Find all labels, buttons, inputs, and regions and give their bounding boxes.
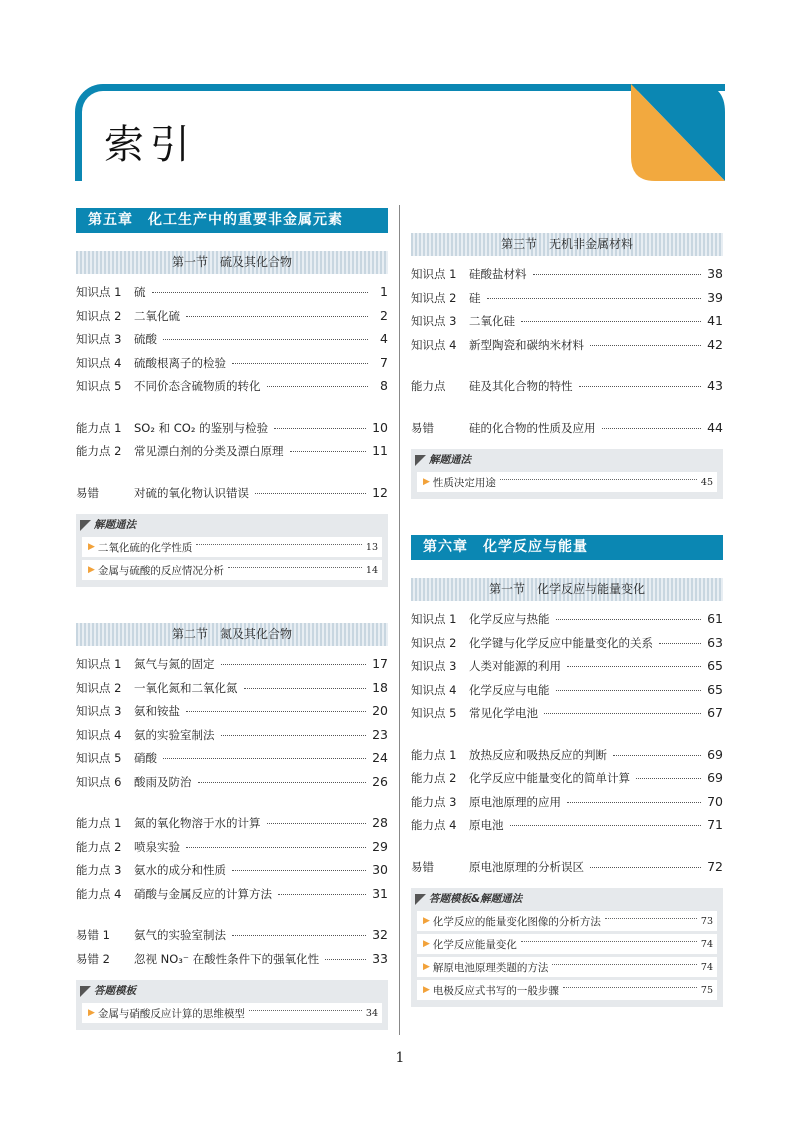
entry-label: 能力点 4 bbox=[411, 818, 457, 832]
entry-label: 知识点 4 bbox=[411, 682, 457, 697]
entry-title: 新型陶瓷和碳纳米材料 bbox=[469, 337, 584, 352]
entry-page: 30 bbox=[372, 862, 388, 877]
entry-title: 化学反应与热能 bbox=[469, 612, 550, 626]
method-title: 答题模板&解题通法 bbox=[429, 893, 523, 905]
entry-page: 20 bbox=[372, 703, 388, 718]
method-box bbox=[411, 888, 723, 1007]
entry-page: 17 bbox=[372, 656, 388, 671]
entry-title: 原电池原理的分析误区 bbox=[469, 859, 584, 874]
entry-label: 知识点 2 bbox=[76, 308, 122, 323]
entry-title: 二氧化硅 bbox=[469, 314, 515, 328]
chapter-header: 第六章 化学反应与能量 bbox=[411, 535, 723, 560]
dot-leader bbox=[196, 544, 361, 545]
entry-title: 常见化学电池 bbox=[469, 706, 538, 720]
dot-leader bbox=[521, 941, 697, 942]
index-entry[interactable] bbox=[411, 337, 723, 361]
method-item-title: 性质决定用途 bbox=[432, 476, 496, 489]
entry-title: 氮气与氮的固定 bbox=[134, 657, 215, 671]
triangle-arrow-icon: ▶ bbox=[88, 542, 95, 552]
entry-title: 氨气的实验室制法 bbox=[134, 928, 226, 942]
entry-page: 28 bbox=[372, 815, 388, 830]
dot-leader bbox=[249, 1010, 362, 1011]
entry-label: 知识点 2 bbox=[411, 635, 457, 650]
entry-title: 二氧化硫 bbox=[134, 308, 180, 323]
entry-page: 65 bbox=[707, 658, 723, 673]
section-header: 第一节 化学反应与能量变化 bbox=[411, 578, 723, 601]
entry-page: 44 bbox=[707, 419, 723, 435]
index-entry[interactable] bbox=[411, 682, 723, 706]
dot-leader bbox=[267, 823, 367, 824]
corner-triangle-icon bbox=[80, 520, 91, 531]
index-entry[interactable] bbox=[411, 313, 723, 337]
method-box bbox=[76, 980, 388, 1030]
dot-leader bbox=[186, 711, 366, 712]
entry-label: 知识点 3 bbox=[411, 314, 457, 328]
entry-page: 61 bbox=[707, 611, 723, 626]
dot-leader bbox=[232, 935, 366, 936]
entry-page: 42 bbox=[707, 336, 723, 352]
entry-label: 知识点 3 bbox=[76, 704, 122, 718]
method-item-page: 75 bbox=[700, 984, 713, 996]
entry-label: 能力点 2 bbox=[411, 771, 457, 785]
index-entry[interactable] bbox=[76, 862, 388, 886]
entry-title: 酸雨及防治 bbox=[134, 774, 192, 789]
entry-label: 易错 bbox=[411, 420, 434, 435]
entry-page: 31 bbox=[372, 885, 388, 901]
method-item-page: 45 bbox=[700, 476, 713, 488]
index-entry[interactable] bbox=[411, 859, 723, 883]
method-item-title: 解原电池原理类题的方法 bbox=[432, 961, 549, 974]
dot-leader bbox=[221, 735, 367, 736]
dot-leader bbox=[613, 755, 701, 756]
entry-title: 忽视 NO₃⁻ 在酸性条件下的强氧化性 bbox=[134, 951, 320, 966]
dot-leader bbox=[510, 825, 702, 826]
dot-leader bbox=[152, 292, 369, 293]
dot-leader bbox=[198, 782, 367, 783]
dot-leader bbox=[556, 619, 702, 620]
index-entry[interactable] bbox=[411, 817, 723, 841]
index-entry[interactable] bbox=[411, 611, 723, 635]
entry-page: 69 bbox=[707, 746, 723, 762]
method-item[interactable] bbox=[82, 537, 382, 557]
dot-leader bbox=[500, 479, 697, 480]
entry-label: 知识点 3 bbox=[76, 332, 122, 346]
index-entry[interactable] bbox=[411, 747, 723, 771]
entry-title: 原电池原理的应用 bbox=[469, 794, 561, 809]
index-entry[interactable] bbox=[76, 727, 388, 751]
entry-label: 能力点 bbox=[411, 379, 446, 393]
section-header: 第二节 氮及其化合物 bbox=[76, 623, 388, 646]
entry-title: 化学反应中能量变化的简单计算 bbox=[469, 771, 630, 785]
entry-label: 易错 bbox=[76, 485, 99, 500]
triangle-arrow-icon: ▶ bbox=[423, 477, 430, 487]
section-header: 第三节 无机非金属材料 bbox=[411, 233, 723, 256]
entry-page: 72 bbox=[707, 858, 723, 874]
entry-title: 一氧化氮和二氧化氮 bbox=[134, 680, 238, 695]
dot-leader bbox=[163, 758, 366, 759]
entry-page: 71 bbox=[707, 817, 723, 832]
index-entry[interactable] bbox=[76, 815, 388, 839]
dot-leader bbox=[278, 894, 366, 895]
section-header: 第一节 硫及其化合物 bbox=[76, 251, 388, 274]
index-entry[interactable] bbox=[76, 420, 388, 444]
entry-page: 70 bbox=[707, 793, 723, 809]
index-entry[interactable] bbox=[76, 680, 388, 704]
index-entry[interactable] bbox=[76, 378, 388, 402]
dot-leader bbox=[563, 987, 697, 988]
method-item-title: 电极反应式书写的一般步骤 bbox=[432, 984, 559, 997]
entry-label: 知识点 6 bbox=[76, 774, 122, 789]
triangle-arrow-icon: ▶ bbox=[423, 962, 430, 972]
entry-label: 知识点 1 bbox=[76, 657, 122, 671]
dot-leader bbox=[274, 428, 366, 429]
index-entry[interactable] bbox=[76, 703, 388, 727]
index-entry[interactable] bbox=[411, 420, 723, 444]
corner-triangle-icon bbox=[415, 455, 426, 466]
index-entry[interactable] bbox=[411, 658, 723, 682]
entry-label: 知识点 1 bbox=[411, 267, 457, 281]
entry-title: 常见漂白剂的分类及漂白原理 bbox=[134, 444, 284, 458]
entry-label: 知识点 4 bbox=[76, 355, 122, 370]
entry-title: 氮的氧化物溶于水的计算 bbox=[134, 816, 261, 830]
index-entry[interactable] bbox=[76, 308, 388, 332]
dot-leader bbox=[244, 688, 367, 689]
dot-leader bbox=[636, 778, 701, 779]
dot-leader bbox=[186, 316, 368, 317]
right-column bbox=[411, 213, 723, 1007]
entry-title: 人类对能源的利用 bbox=[469, 659, 561, 673]
entry-label: 能力点 2 bbox=[76, 839, 122, 854]
entry-page: 12 bbox=[372, 484, 388, 500]
entry-label: 易错 bbox=[411, 859, 434, 874]
dot-leader bbox=[544, 713, 701, 714]
entry-page: 4 bbox=[380, 331, 388, 346]
entry-page: 18 bbox=[372, 679, 388, 695]
dot-leader bbox=[605, 918, 697, 919]
entry-title: 放热反应和吸热反应的判断 bbox=[469, 747, 607, 762]
dot-leader bbox=[552, 964, 696, 965]
method-box bbox=[76, 514, 388, 587]
dot-leader bbox=[232, 870, 366, 871]
left-column bbox=[76, 208, 388, 1030]
entry-label: 能力点 3 bbox=[76, 863, 122, 877]
entry-title: 化学键与化学反应中能量变化的关系 bbox=[469, 635, 653, 650]
dot-leader bbox=[255, 493, 366, 494]
method-heading bbox=[76, 516, 388, 534]
entry-page: 41 bbox=[707, 313, 723, 328]
entry-label: 能力点 1 bbox=[411, 747, 457, 762]
entry-title: 硅 bbox=[469, 290, 481, 305]
method-item-title: 化学反应能量变化 bbox=[432, 938, 517, 951]
index-entry[interactable] bbox=[76, 951, 388, 975]
entry-label: 易错 2 bbox=[76, 951, 110, 966]
method-item[interactable] bbox=[82, 1003, 382, 1023]
index-entry[interactable] bbox=[76, 927, 388, 951]
index-entry[interactable] bbox=[76, 750, 388, 774]
entry-title: 硝酸 bbox=[134, 751, 157, 765]
entry-title: 氨水的成分和性质 bbox=[134, 863, 226, 877]
method-title: 解题通法 bbox=[429, 454, 471, 466]
entry-page: 63 bbox=[707, 634, 723, 650]
corner-triangle-icon bbox=[80, 986, 91, 997]
dot-leader bbox=[221, 664, 367, 665]
chapter-header: 第五章 化工生产中的重要非金属元素 bbox=[76, 208, 388, 233]
method-item[interactable] bbox=[417, 934, 717, 954]
index-entry[interactable] bbox=[411, 705, 723, 729]
entry-title: 硫酸 bbox=[134, 332, 157, 346]
method-item[interactable] bbox=[417, 472, 717, 492]
entry-title: 硝酸与金属反应的计算方法 bbox=[134, 886, 272, 901]
entry-page: 1 bbox=[380, 284, 388, 299]
corner-triangle-icon bbox=[415, 894, 426, 905]
entry-title: 喷泉实验 bbox=[134, 839, 180, 854]
entry-title: 氨的实验室制法 bbox=[134, 727, 215, 742]
entry-title: 硅及其化合物的特性 bbox=[469, 379, 573, 393]
entry-label: 知识点 4 bbox=[76, 727, 122, 742]
dot-leader bbox=[521, 321, 701, 322]
method-item[interactable] bbox=[417, 911, 717, 931]
entry-label: 知识点 2 bbox=[76, 680, 122, 695]
index-entry[interactable] bbox=[411, 770, 723, 794]
entry-title: 氨和铵盐 bbox=[134, 704, 180, 718]
entry-page: 23 bbox=[372, 726, 388, 742]
column-divider bbox=[399, 205, 400, 1035]
index-entry[interactable] bbox=[76, 886, 388, 910]
dot-leader bbox=[567, 802, 701, 803]
entry-page: 24 bbox=[372, 750, 388, 765]
method-item[interactable] bbox=[82, 560, 382, 580]
entry-title: 硅酸盐材料 bbox=[469, 267, 527, 281]
entry-title: 化学反应与电能 bbox=[469, 682, 550, 697]
dot-leader bbox=[487, 298, 702, 299]
index-entry[interactable] bbox=[76, 331, 388, 355]
entry-page: 29 bbox=[372, 838, 388, 854]
entry-title: 硫酸根离子的检验 bbox=[134, 355, 226, 370]
method-item-page: 74 bbox=[700, 938, 713, 950]
index-entry[interactable] bbox=[76, 774, 388, 798]
index-entry[interactable] bbox=[76, 355, 388, 379]
dot-leader bbox=[590, 345, 701, 346]
entry-label: 知识点 2 bbox=[411, 290, 457, 305]
index-entry[interactable] bbox=[411, 635, 723, 659]
dot-leader bbox=[325, 959, 366, 960]
method-item-title: 金属与硝酸反应计算的思维模型 bbox=[97, 1007, 245, 1020]
entry-page: 32 bbox=[372, 927, 388, 942]
entry-label: 知识点 5 bbox=[411, 706, 457, 720]
method-item-title: 化学反应的能量变化图像的分析方法 bbox=[432, 915, 601, 928]
triangle-arrow-icon: ▶ bbox=[423, 939, 430, 949]
entry-page: 7 bbox=[380, 354, 388, 370]
entry-label: 知识点 4 bbox=[411, 337, 457, 352]
entry-page: 67 bbox=[707, 705, 723, 720]
page-title: 索引 bbox=[104, 122, 196, 168]
method-title: 解题通法 bbox=[94, 519, 136, 531]
method-item-page: 34 bbox=[365, 1007, 378, 1019]
dot-leader bbox=[267, 386, 369, 387]
page-number: 1 bbox=[395, 1050, 405, 1066]
dot-leader bbox=[186, 847, 366, 848]
entry-label: 能力点 2 bbox=[76, 444, 122, 458]
triangle-arrow-icon: ▶ bbox=[423, 916, 430, 926]
dot-leader bbox=[567, 666, 701, 667]
entry-page: 65 bbox=[707, 681, 723, 697]
entry-title: 硅的化合物的性质及应用 bbox=[469, 420, 596, 435]
entry-title: SO₂ 和 CO₂ 的鉴别与检验 bbox=[134, 420, 269, 435]
entry-label: 知识点 5 bbox=[76, 751, 122, 765]
method-title: 答题模板 bbox=[94, 985, 136, 997]
dot-leader bbox=[163, 339, 368, 340]
method-heading bbox=[411, 890, 723, 908]
dot-leader bbox=[228, 567, 362, 568]
dot-leader bbox=[602, 428, 702, 429]
entry-title: 原电池 bbox=[469, 818, 504, 832]
dot-leader bbox=[232, 363, 368, 364]
index-entry[interactable] bbox=[76, 443, 388, 467]
method-item-page: 13 bbox=[365, 541, 378, 553]
method-item-title: 二氧化硫的化学性质 bbox=[97, 541, 193, 554]
entry-label: 能力点 1 bbox=[76, 816, 122, 830]
entry-label: 知识点 3 bbox=[411, 659, 457, 673]
entry-page: 26 bbox=[372, 773, 388, 789]
method-item-page: 74 bbox=[700, 961, 713, 973]
index-entry[interactable] bbox=[411, 378, 723, 402]
method-item[interactable] bbox=[417, 980, 717, 1000]
entry-page: 39 bbox=[707, 289, 723, 305]
index-entry[interactable] bbox=[411, 290, 723, 314]
entry-page: 38 bbox=[707, 266, 723, 281]
entry-label: 易错 1 bbox=[76, 928, 110, 942]
entry-page: 69 bbox=[707, 770, 723, 785]
triangle-arrow-icon: ▶ bbox=[88, 1008, 95, 1018]
entry-page: 10 bbox=[372, 419, 388, 435]
entry-page: 43 bbox=[707, 378, 723, 393]
index-entry[interactable] bbox=[411, 266, 723, 290]
entry-title: 对硫的氧化物认识错误 bbox=[134, 485, 249, 500]
dot-leader bbox=[290, 451, 367, 452]
banner-corner-graphic bbox=[631, 84, 725, 181]
entry-page: 33 bbox=[372, 950, 388, 966]
method-item-page: 14 bbox=[365, 564, 378, 576]
method-item-page: 73 bbox=[700, 915, 713, 927]
entry-label: 能力点 4 bbox=[76, 886, 122, 901]
index-entry[interactable] bbox=[76, 284, 388, 308]
entry-label: 能力点 1 bbox=[76, 420, 122, 435]
method-heading bbox=[76, 982, 388, 1000]
entry-page: 8 bbox=[380, 378, 388, 393]
entry-label: 能力点 3 bbox=[411, 794, 457, 809]
triangle-arrow-icon: ▶ bbox=[423, 985, 430, 995]
index-entry[interactable] bbox=[76, 485, 388, 509]
entry-title: 不同价态含硫物质的转化 bbox=[134, 379, 261, 393]
dot-leader bbox=[590, 867, 701, 868]
entry-label: 知识点 5 bbox=[76, 379, 122, 393]
triangle-arrow-icon: ▶ bbox=[88, 565, 95, 575]
entry-label: 知识点 1 bbox=[76, 285, 122, 299]
index-entry[interactable] bbox=[76, 839, 388, 863]
method-item-title: 金属与硫酸的反应情况分析 bbox=[97, 564, 224, 577]
entry-page: 2 bbox=[380, 307, 388, 323]
dot-leader bbox=[556, 690, 702, 691]
dot-leader bbox=[579, 386, 702, 387]
method-box bbox=[411, 449, 723, 499]
entry-page: 11 bbox=[372, 443, 388, 458]
method-item[interactable] bbox=[417, 957, 717, 977]
dot-leader bbox=[533, 274, 702, 275]
entry-title: 硫 bbox=[134, 285, 146, 299]
entry-label: 知识点 1 bbox=[411, 612, 457, 626]
index-entry[interactable] bbox=[76, 656, 388, 680]
dot-leader bbox=[659, 643, 701, 644]
index-entry[interactable] bbox=[411, 794, 723, 818]
method-heading bbox=[411, 451, 723, 469]
